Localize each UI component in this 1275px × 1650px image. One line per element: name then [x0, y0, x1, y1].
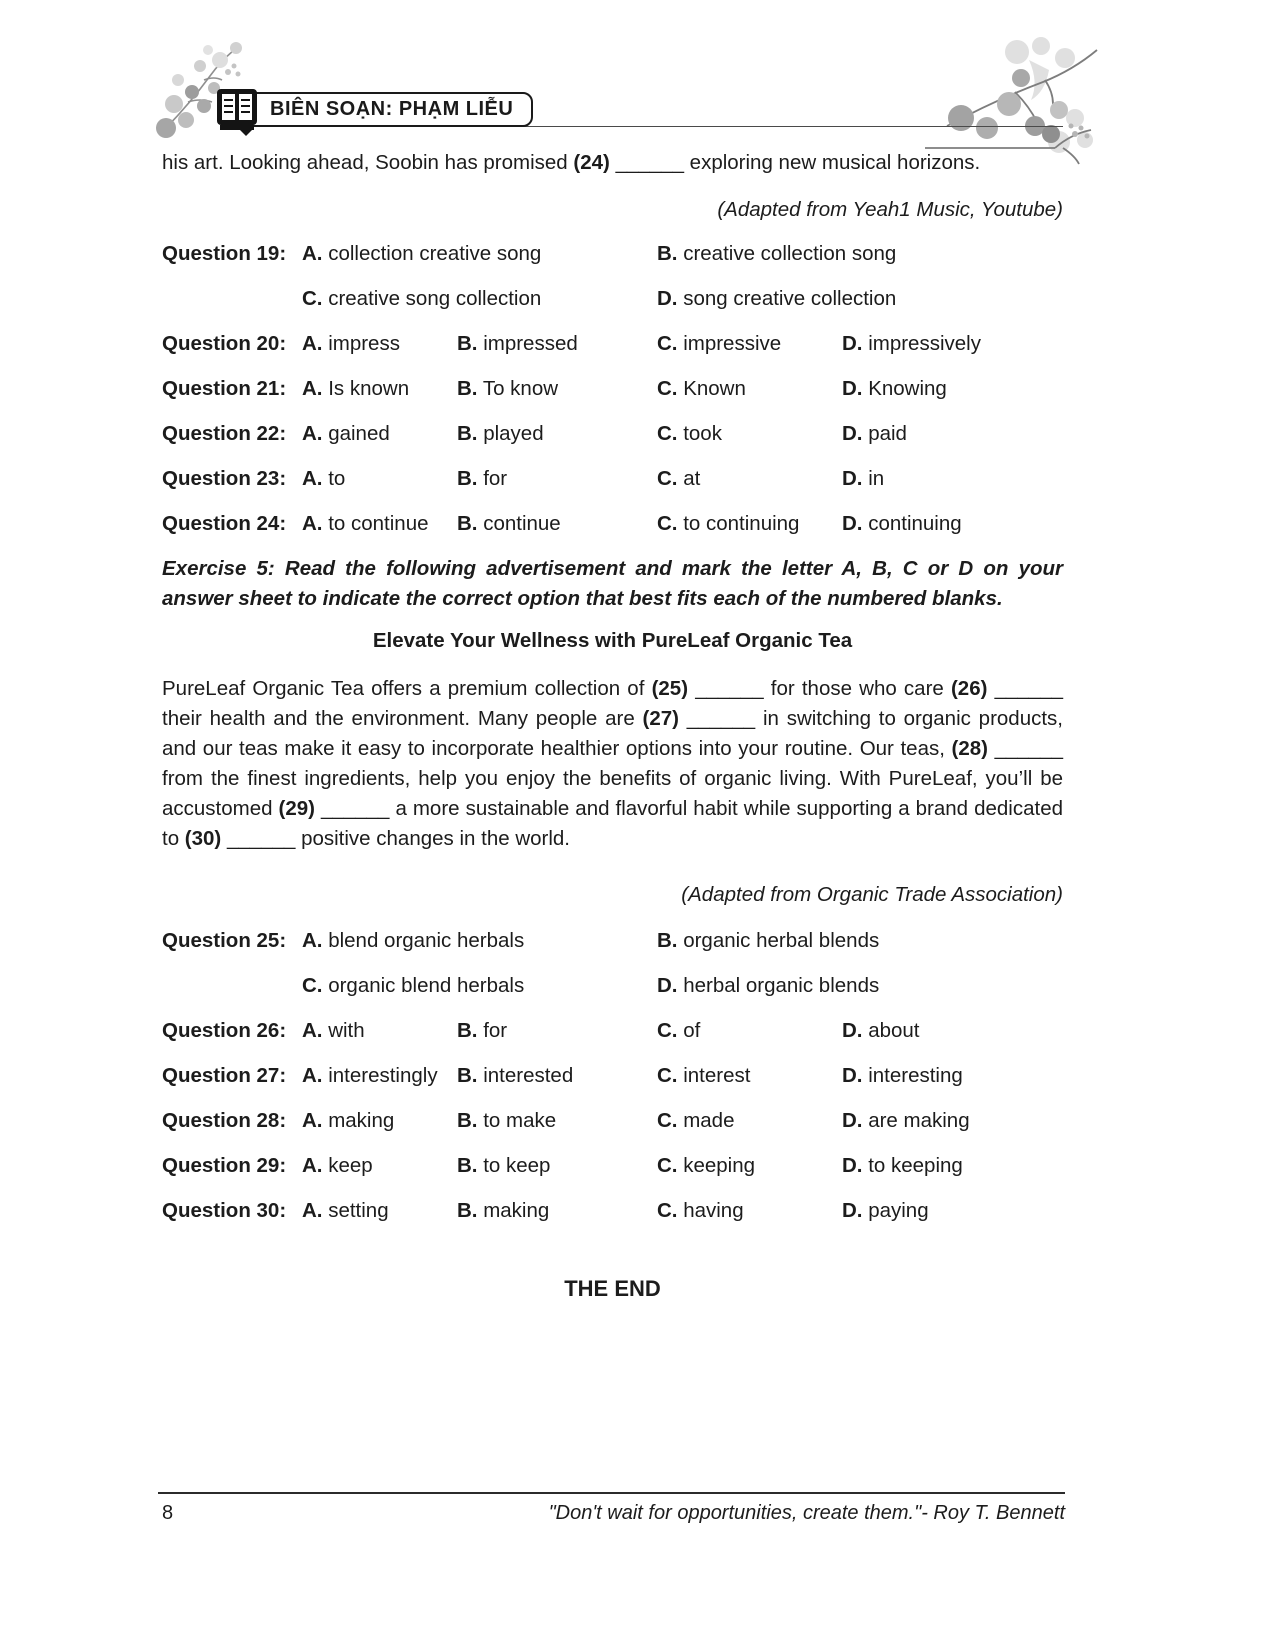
option-text: paying	[862, 1199, 929, 1222]
answer-option	[302, 419, 457, 449]
option-letter: A.	[302, 1064, 323, 1087]
option-letter: D.	[657, 974, 678, 997]
option-letter: B.	[657, 929, 678, 952]
option-letter: B.	[457, 422, 478, 445]
answer-option	[302, 509, 457, 539]
option-text: Is known	[322, 377, 410, 400]
option-letter: D.	[842, 512, 863, 535]
answer-option	[302, 329, 457, 359]
option-letter: D.	[842, 377, 863, 400]
question-row	[162, 284, 1063, 314]
header-divider	[478, 126, 1063, 127]
option-letter: D.	[842, 1109, 863, 1132]
question-row	[162, 1016, 1063, 1046]
option-text: in	[862, 467, 885, 490]
paragraph-text: his art. Looking ahead, Soobin has promised	[162, 151, 574, 174]
answer-option	[457, 509, 657, 539]
option-text: took	[677, 422, 722, 445]
option-text: making	[322, 1109, 395, 1132]
option-letter: B.	[457, 1019, 478, 1042]
option-letter: B.	[457, 1064, 478, 1087]
option-letter: D.	[842, 1019, 863, 1042]
option-letter: A.	[302, 1019, 323, 1042]
option-text: creative collection song	[677, 242, 897, 265]
option-letter: C.	[302, 287, 323, 310]
option-letter: B.	[457, 1199, 478, 1222]
option-text: creative song collection	[322, 287, 542, 310]
answer-option	[657, 509, 842, 539]
answer-option	[302, 971, 657, 1001]
answer-option	[302, 1196, 457, 1226]
option-text: are making	[862, 1109, 970, 1132]
option-text: made	[677, 1109, 735, 1132]
answer-option	[302, 464, 457, 494]
answer-option	[657, 419, 842, 449]
option-letter: D.	[657, 287, 678, 310]
question-label-spacer	[162, 971, 302, 1001]
question-row	[162, 464, 1063, 494]
question-block-exercise5	[162, 926, 1063, 1226]
option-text: played	[477, 422, 544, 445]
option-text: organic blend herbals	[322, 974, 525, 997]
option-letter: C.	[657, 467, 678, 490]
option-letter: C.	[657, 1064, 678, 1087]
option-text: keep	[322, 1154, 373, 1177]
page-number: 8	[162, 1502, 174, 1524]
answer-option	[842, 509, 1063, 539]
adapted-source-1: (Adapted from Yeah1 Music, Youtube)	[717, 198, 1063, 221]
answer-option	[457, 1196, 657, 1226]
option-letter: D.	[842, 332, 863, 355]
exercise5-instruction: Exercise 5: Read the following advertisement and mark the letter A, B, C or D on your answer sheet to indicate the correct option that best fits each of the numbered blanks.	[162, 557, 1063, 610]
answer-option	[842, 1106, 1063, 1136]
paragraph-text: ______ for those who care	[688, 677, 951, 700]
option-letter: C.	[657, 512, 678, 535]
question-label: Question 21:	[162, 377, 287, 400]
option-letter: C.	[657, 422, 678, 445]
option-text: to keeping	[862, 1154, 963, 1177]
paragraph-text: ______ positive changes in the world.	[221, 827, 570, 850]
question-label: Question 23:	[162, 467, 287, 490]
option-letter: D.	[842, 467, 863, 490]
option-text: Known	[677, 377, 746, 400]
answer-option	[657, 329, 842, 359]
answer-option	[842, 1061, 1063, 1091]
option-letter: C.	[657, 1109, 678, 1132]
option-text: continue	[477, 512, 561, 535]
option-text: to continuing	[677, 512, 800, 535]
paragraph-text: ______ in switching to organic products, and our teas make it easy to incorporate healthier options into your routine. Our teas,	[162, 707, 1063, 760]
question-block-exercise4	[162, 239, 1063, 539]
question-label-spacer	[162, 284, 302, 314]
option-text: interestingly	[322, 1064, 438, 1087]
option-letter: A.	[302, 467, 323, 490]
option-text: making	[477, 1199, 550, 1222]
question-row	[162, 374, 1063, 404]
answer-option	[457, 1106, 657, 1136]
option-letter: A.	[302, 1154, 323, 1177]
answer-option	[457, 1151, 657, 1181]
option-text: with	[322, 1019, 365, 1042]
option-text: paid	[862, 422, 907, 445]
option-text: about	[862, 1019, 920, 1042]
answer-option	[302, 374, 457, 404]
option-text: setting	[322, 1199, 389, 1222]
answer-option	[302, 239, 657, 269]
page-content	[162, 148, 1063, 1304]
answer-option	[657, 1016, 842, 1046]
book-icon	[214, 86, 262, 136]
question-label: Question 25:	[162, 929, 287, 952]
option-text: impressively	[862, 332, 981, 355]
option-text: interesting	[862, 1064, 963, 1087]
paragraph-text: ______ exploring new musical horizons.	[609, 151, 981, 174]
option-text: organic herbal blends	[677, 929, 880, 952]
question-row	[162, 509, 1063, 539]
question-label: Question 19:	[162, 242, 287, 265]
option-letter: B.	[457, 1109, 478, 1132]
option-text: impressive	[677, 332, 782, 355]
option-text: having	[677, 1199, 744, 1222]
option-letter: B.	[457, 1154, 478, 1177]
answer-option	[457, 1016, 657, 1046]
question-row	[162, 419, 1063, 449]
question-row	[162, 1151, 1063, 1181]
answer-option	[457, 1061, 657, 1091]
badge-label: BIÊN SOẠN: PHẠM LIỄU	[270, 98, 514, 120]
answer-option	[457, 374, 657, 404]
answer-option	[842, 374, 1063, 404]
advertisement-paragraph	[162, 674, 1063, 854]
paragraph-text: ______ their health and the environment. Many people are	[162, 677, 1064, 730]
question-label: Question 30:	[162, 1199, 287, 1222]
option-text: Knowing	[862, 377, 947, 400]
option-text: impress	[322, 332, 400, 355]
option-text: of	[677, 1019, 701, 1042]
option-letter: B.	[457, 332, 478, 355]
option-letter: A.	[302, 332, 323, 355]
option-letter: B.	[457, 377, 478, 400]
option-letter: A.	[302, 1109, 323, 1132]
option-text: for	[477, 467, 508, 490]
option-text: to make	[477, 1109, 557, 1132]
answer-option	[842, 1196, 1063, 1226]
option-letter: A.	[302, 377, 323, 400]
question-row	[162, 971, 1063, 1001]
answer-option	[302, 1016, 457, 1046]
blank-number: (24)	[573, 151, 610, 174]
blank-number: (29)	[278, 797, 316, 820]
answer-option	[457, 419, 657, 449]
option-letter: C.	[657, 1199, 678, 1222]
question-label: Question 24:	[162, 512, 287, 535]
option-letter: C.	[657, 1019, 678, 1042]
blank-number: (28)	[951, 737, 988, 760]
paragraph-text: ______ from the finest ingredients, help you enjoy the benefits of organic living. With PureLeaf, you’ll be accustomed	[162, 737, 1063, 820]
option-text: to continue	[322, 512, 429, 535]
answer-option	[302, 926, 657, 956]
the-end-label: THE END	[564, 1276, 661, 1301]
option-text: to keep	[477, 1154, 551, 1177]
option-text: To know	[477, 377, 559, 400]
question-row	[162, 1106, 1063, 1136]
option-text: interested	[477, 1064, 574, 1087]
option-letter: D.	[842, 422, 863, 445]
option-letter: D.	[842, 1199, 863, 1222]
footer-divider	[158, 1492, 1065, 1494]
option-letter: C.	[657, 377, 678, 400]
option-letter: A.	[302, 512, 323, 535]
question-label: Question 26:	[162, 1019, 287, 1042]
intro-paragraph	[162, 148, 1063, 178]
option-letter: D.	[842, 1154, 863, 1177]
answer-option	[457, 329, 657, 359]
option-text: song creative collection	[677, 287, 897, 310]
option-letter: C.	[657, 1154, 678, 1177]
blank-number: (26)	[950, 677, 988, 700]
paragraph-text: ______ a more sustainable and flavorful habit while supporting a brand dedicated to	[162, 797, 1063, 850]
option-letter: C.	[657, 332, 678, 355]
option-text: gained	[322, 422, 390, 445]
option-text: keeping	[677, 1154, 756, 1177]
paragraph-text: PureLeaf Organic Tea offers a premium collection of	[162, 677, 652, 700]
question-row	[162, 1061, 1063, 1091]
answer-option	[657, 1196, 842, 1226]
answer-option	[657, 971, 1063, 1001]
answer-option	[842, 329, 1063, 359]
answer-option	[657, 926, 1063, 956]
option-letter: A.	[302, 242, 323, 265]
option-letter: D.	[842, 1064, 863, 1087]
question-row	[162, 1196, 1063, 1226]
answer-option	[842, 419, 1063, 449]
option-text: to	[322, 467, 346, 490]
answer-option	[657, 1151, 842, 1181]
answer-option	[657, 1061, 842, 1091]
adapted-source-2: (Adapted from Organic Trade Association)	[681, 883, 1063, 906]
question-row	[162, 329, 1063, 359]
footer-quote: "Don't wait for opportunities, create them."- Roy T. Bennett	[548, 1502, 1065, 1524]
option-letter: B.	[657, 242, 678, 265]
answer-option	[657, 1106, 842, 1136]
answer-option	[302, 1151, 457, 1181]
answer-option	[302, 284, 657, 314]
question-label: Question 20:	[162, 332, 287, 355]
blank-number: (27)	[642, 707, 679, 730]
question-row	[162, 926, 1063, 956]
blank-number: (30)	[184, 827, 222, 850]
answer-option	[302, 1061, 457, 1091]
answer-option	[657, 374, 842, 404]
option-text: herbal organic blends	[677, 974, 880, 997]
option-letter: A.	[302, 929, 323, 952]
option-text: for	[477, 1019, 508, 1042]
answer-option	[302, 1106, 457, 1136]
author-badge	[240, 92, 533, 127]
question-row	[162, 239, 1063, 269]
option-text: impressed	[477, 332, 578, 355]
option-letter: A.	[302, 1199, 323, 1222]
option-text: continuing	[862, 512, 962, 535]
option-text: blend organic herbals	[322, 929, 525, 952]
option-text: at	[677, 467, 701, 490]
answer-option	[657, 284, 1063, 314]
question-label: Question 22:	[162, 422, 287, 445]
option-letter: A.	[302, 422, 323, 445]
answer-option	[842, 464, 1063, 494]
option-letter: B.	[457, 512, 478, 535]
answer-option	[842, 1151, 1063, 1181]
answer-option	[457, 464, 657, 494]
question-label: Question 28:	[162, 1109, 287, 1132]
option-letter: C.	[302, 974, 323, 997]
option-text: collection creative song	[322, 242, 542, 265]
answer-option	[842, 1016, 1063, 1046]
answer-option	[657, 464, 842, 494]
blank-number: (25)	[651, 677, 689, 700]
question-label: Question 29:	[162, 1154, 287, 1177]
advertisement-title: Elevate Your Wellness with PureLeaf Organic Tea	[372, 629, 853, 652]
option-text: interest	[677, 1064, 751, 1087]
question-label: Question 27:	[162, 1064, 287, 1087]
answer-option	[657, 239, 1063, 269]
option-letter: B.	[457, 467, 478, 490]
